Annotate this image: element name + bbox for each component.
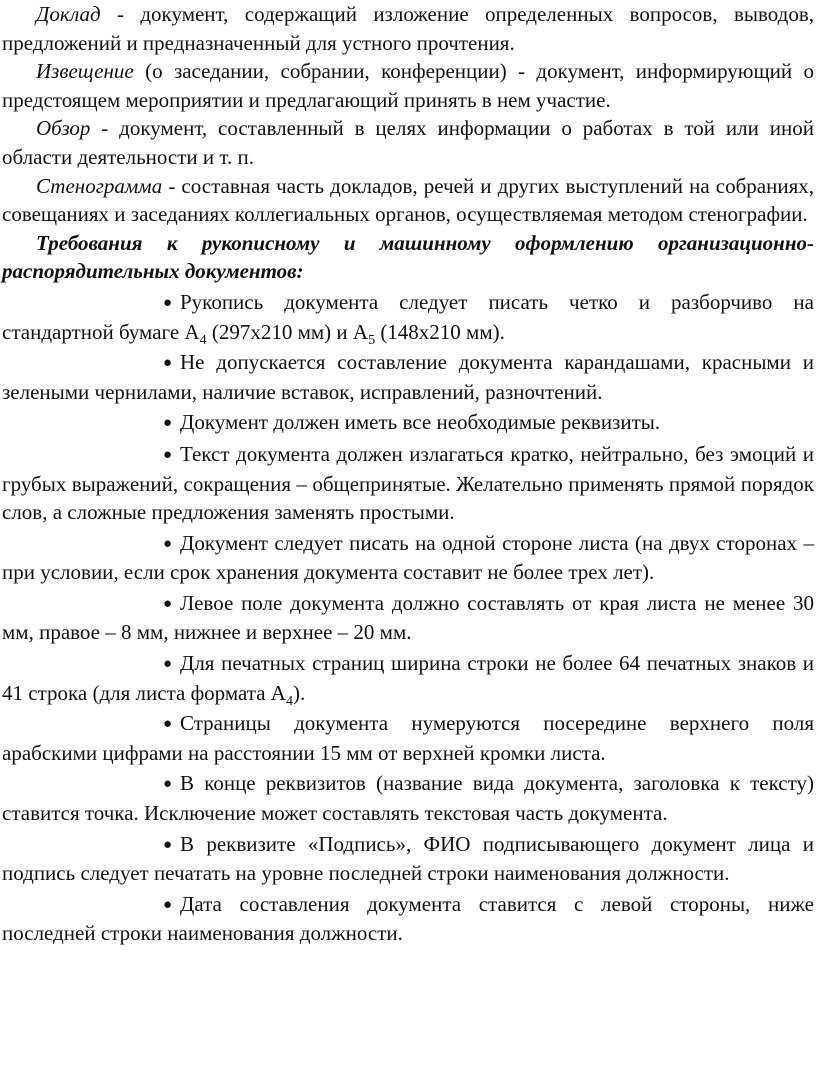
definition-term: Доклад xyxy=(36,2,101,26)
bullet-icon: ● xyxy=(162,836,172,853)
list-item-text: Текст документа должен излагаться кратко, нейтрально, без эмоций и грубых выражений, сокращения – общепринятые. Желательно применять прямой порядок слов, а сложные предложения заменять простыми. xyxy=(2,441,814,525)
bullet-lead xyxy=(2,890,180,920)
definition-term: Стенограмма xyxy=(36,173,163,198)
requirements-heading: Требования к рукописному и машинному оформлению организационно-распорядительных документов: xyxy=(2,230,814,284)
bullet-lead xyxy=(2,288,180,318)
bullet-icon: ● xyxy=(162,294,172,311)
bullet-icon: ● xyxy=(162,656,172,673)
list-item xyxy=(2,589,814,647)
bullet-lead xyxy=(2,440,180,470)
bullet-icon: ● xyxy=(162,355,172,372)
list-item xyxy=(2,649,814,707)
subscript: 5 xyxy=(368,332,376,348)
definition-separator xyxy=(134,59,145,83)
list-item-text: Документ должен иметь все необходимые реквизиты. xyxy=(180,410,661,435)
list-item-text: В реквизите «Подпись», ФИО подписывающего документ лица и подпись следует печатать на уровне последней строки наименования должности. xyxy=(2,831,814,886)
subscript: 4 xyxy=(285,693,293,709)
bullet-lead xyxy=(2,589,180,619)
list-item xyxy=(2,529,814,587)
list-item xyxy=(2,408,814,438)
list-item-text: Левое поле документа должно составлять от края листа не менее 30 мм, правое – 8 мм, нижнее и верхнее – 20 мм. xyxy=(2,590,814,645)
bullet-icon: ● xyxy=(162,446,172,463)
list-item-text: (297х210 мм) и А xyxy=(206,319,369,344)
list-item-text: Не допускается составление документа карандашами, красными и зелеными чернилами, наличие вставок, исправлений, разночтений. xyxy=(2,350,814,404)
definition-text: документ, составленный в целях информации о работах в той или иной области деятельности и т. п. xyxy=(2,116,814,169)
bullet-lead xyxy=(2,408,180,438)
list-item-text: Для печатных страниц ширина строки не более 64 печатных знаков и 41 строка (для листа формата А xyxy=(2,651,814,705)
list-item-text: В конце реквизитов (название вида документа, заголовка к тексту) ставится точка. Исключение может составлять текстовая часть документа. xyxy=(2,771,814,826)
list-item-text: Страницы документа нумеруются посередине верхнего поля арабскими цифрами на расстоянии 15 мм от верхней кромки листа. xyxy=(2,711,814,765)
list-item xyxy=(2,440,814,527)
list-item xyxy=(2,709,814,767)
bullet-icon: ● xyxy=(162,896,172,913)
bullet-lead xyxy=(2,769,180,799)
definition-separator: - xyxy=(90,116,120,141)
definition-text: (о заседании, собрании, конференции) - документ, информирующий о предстоящем мероприятии и предлагающий принять в нем участие. xyxy=(2,59,814,112)
definition-doklad xyxy=(2,0,814,57)
bullet-lead xyxy=(2,529,180,559)
definition-stenogramma xyxy=(2,172,814,229)
bullet-lead xyxy=(2,709,180,739)
definition-text: составная часть докладов, речей и других выступлений на собраниях, совещаниях и заседаниях коллегиальных органов, осуществляемая методом стенографии. xyxy=(2,173,814,227)
list-item-text: ). xyxy=(292,680,306,705)
list-item xyxy=(2,288,814,346)
bullet-icon: ● xyxy=(162,716,172,733)
list-item-text: Дата составления документа ставится с левой стороны, ниже последней строки наименования должности. xyxy=(2,891,814,946)
list-item xyxy=(2,830,814,888)
definition-term: Обзор xyxy=(36,116,91,141)
list-item xyxy=(2,769,814,827)
definition-separator: - xyxy=(162,173,182,198)
list-item-text: Документ следует писать на одной стороне листа (на двух сторонах – при условии, если срок хранения документа составит не более трех лет). xyxy=(2,530,814,585)
bullet-lead xyxy=(2,348,180,378)
bullet-icon: ● xyxy=(162,535,172,552)
definition-izveshchenie xyxy=(2,57,814,114)
definition-term: Извещение xyxy=(36,59,134,84)
list-item-text: (148х210 мм). xyxy=(375,319,505,344)
bullet-lead xyxy=(2,830,180,860)
definition-separator: - xyxy=(100,2,141,26)
bullet-icon: ● xyxy=(162,415,172,432)
list-item xyxy=(2,890,814,948)
definition-text: документ, содержащий изложение определенных вопросов, выводов, предложений и предназначенный для устного прочтения. xyxy=(2,2,814,55)
bullet-lead xyxy=(2,649,180,679)
definition-obzor xyxy=(2,114,814,171)
list-item xyxy=(2,348,814,406)
subscript: 4 xyxy=(199,332,207,348)
bullet-icon: ● xyxy=(162,595,172,612)
list-item-text: Рукопись документа следует писать четко и разборчиво на стандартной бумаге А xyxy=(2,289,814,344)
bullet-icon: ● xyxy=(162,776,172,793)
